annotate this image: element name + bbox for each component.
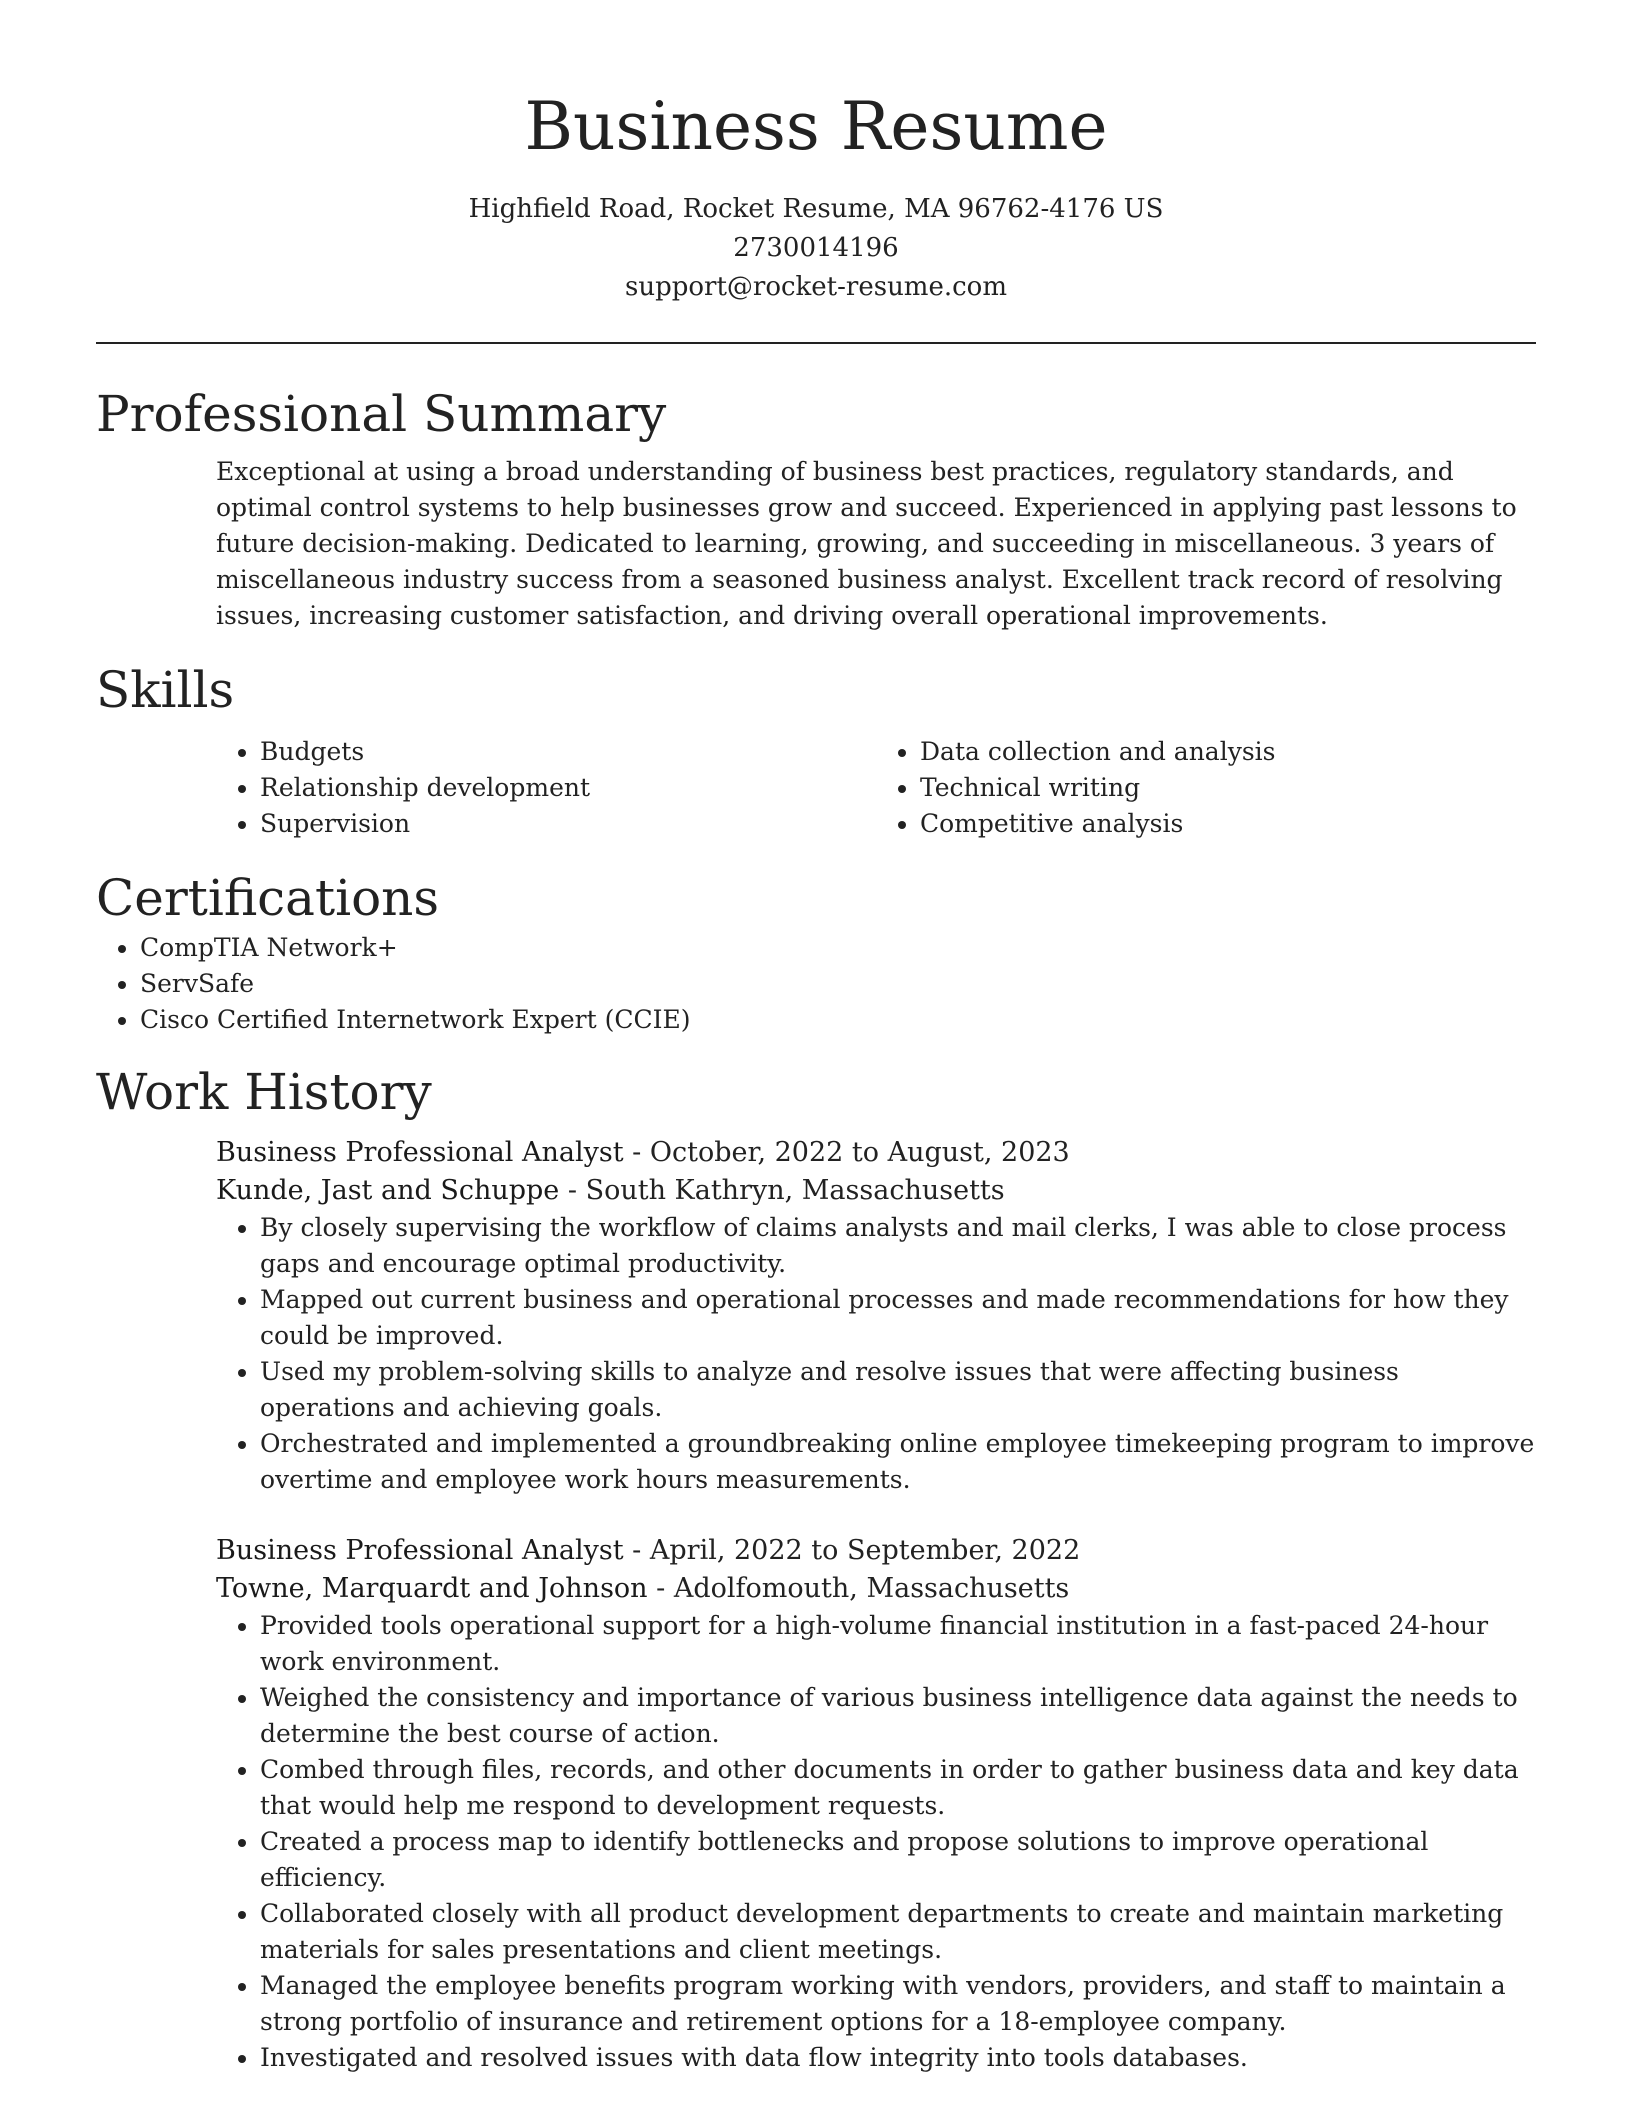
work-history-section bbox=[96, 1060, 1536, 2076]
job-title-line: Business Professional Analyst - October, 2022 to August, 2023 bbox=[216, 1137, 1070, 1168]
contact-phone: 2730014196 bbox=[733, 233, 899, 263]
job-company-line: Kunde, Jast and Schuppe - South Kathryn, Massachusetts bbox=[216, 1175, 1005, 1206]
skill-item: • Technical writing bbox=[920, 770, 1536, 806]
job-duty: • Managed the employee benefits program working with vendors, providers, and staff to maintain a strong portfolio of insurance and retirement options for a 18-employee company. bbox=[260, 1968, 1536, 2040]
job-duty: • Weighed the consistency and importance of various business intelligence data against the needs to determine the best course of action. bbox=[260, 1680, 1536, 1752]
certifications-list bbox=[96, 930, 1460, 1038]
job-entry bbox=[216, 1532, 1536, 2076]
skill-item: • Relationship development bbox=[260, 770, 876, 806]
resume-header bbox=[96, 0, 1536, 307]
job-duty: • Collaborated closely with all product development departments to create and maintain marketing materials for sales presentations and client meetings. bbox=[260, 1896, 1536, 1968]
job-duty: • Used my problem-solving skills to analyze and resolve issues that were affecting business operations and achieving goals. bbox=[260, 1354, 1536, 1426]
job-company: Kunde, Jast and Schuppe bbox=[216, 1175, 560, 1206]
resume-page bbox=[96, 0, 1536, 2076]
skills-section bbox=[96, 658, 1536, 842]
job-duty: • Provided tools operational support for a high-volume financial institution in a fast-paced 24-hour work environment. bbox=[260, 1608, 1536, 1680]
job-entry bbox=[216, 1134, 1536, 1498]
job-duty: • Mapped out current business and operational processes and made recommendations for how they could be improved. bbox=[260, 1282, 1536, 1354]
skill-item: • Competitive analysis bbox=[920, 806, 1536, 842]
job-company-line: Towne, Marquardt and Johnson - Adolfomouth, Massachusetts bbox=[216, 1573, 1070, 1604]
skill-item: • Supervision bbox=[260, 806, 876, 842]
resume-name: Business Resume bbox=[524, 88, 1108, 165]
contact-address: Highfield Road, Rocket Resume, MA 96762-4176 US bbox=[468, 194, 1164, 224]
section-title-summary: Professional Summary bbox=[96, 385, 667, 443]
job-duty: • Investigated and resolved issues with data flow integrity into tools databases. bbox=[260, 2040, 1536, 2076]
skills-grid bbox=[216, 734, 1536, 842]
job-duties-list bbox=[216, 1608, 1536, 2076]
job-location: South Kathryn, Massachusetts bbox=[585, 1175, 1005, 1206]
job-location: Adolfomouth, Massachusetts bbox=[673, 1573, 1070, 1604]
job-duty: • Combed through files, records, and other documents in order to gather business data and key data that would help me respond to development requests. bbox=[260, 1752, 1536, 1824]
job-role: Business Professional Analyst bbox=[216, 1535, 624, 1566]
contact-email: support@rocket-resume.com bbox=[624, 272, 1007, 302]
job-company: Towne, Marquardt and Johnson bbox=[216, 1573, 648, 1604]
skill-item: • Budgets bbox=[260, 734, 876, 770]
certification-item: • ServSafe bbox=[140, 966, 1460, 1002]
job-duties-list bbox=[216, 1210, 1536, 1498]
contact-info bbox=[96, 190, 1536, 307]
section-title-certifications: Certifications bbox=[96, 869, 440, 927]
summary-text: Exceptional at using a broad understanding of business best practices, regulatory standards, and optimal control systems to help businesses grow and succeed. Experienced in applying past lessons to future decision-making. Dedicated to learning, growing, and succeeding in miscellaneous. 3 years of miscellaneous industry success from a seasoned business analyst. Excellent track record of resolving issues, increasing customer satisfaction, and driving overall operational improvements. bbox=[216, 457, 1517, 630]
job-dates: October, 2022 to August, 2023 bbox=[649, 1137, 1070, 1168]
professional-summary-section bbox=[96, 382, 1536, 634]
job-role: Business Professional Analyst bbox=[216, 1137, 624, 1168]
skills-column-left bbox=[216, 734, 876, 842]
job-dates: April, 2022 to September, 2022 bbox=[649, 1535, 1081, 1566]
skill-item: • Data collection and analysis bbox=[920, 734, 1536, 770]
job-duty: • Created a process map to identify bottlenecks and propose solutions to improve operational efficiency. bbox=[260, 1824, 1536, 1896]
certification-item: • CompTIA Network+ bbox=[140, 930, 1460, 966]
certification-item: • Cisco Certified Internetwork Expert (CCIE) bbox=[140, 1002, 1460, 1038]
job-duty: • Orchestrated and implemented a groundbreaking online employee timekeeping program to improve overtime and employee work hours measurements. bbox=[260, 1426, 1536, 1498]
skills-column-right bbox=[876, 734, 1536, 842]
certifications-section bbox=[96, 866, 1536, 1038]
section-title-work-history: Work History bbox=[96, 1063, 432, 1121]
job-duty: • By closely supervising the workflow of claims analysts and mail clerks, I was able to close process gaps and encourage optimal productivity. bbox=[260, 1210, 1536, 1282]
job-title-line: Business Professional Analyst - April, 2022 to September, 2022 bbox=[216, 1535, 1081, 1566]
header-divider bbox=[96, 342, 1536, 344]
section-title-skills: Skills bbox=[96, 661, 235, 719]
